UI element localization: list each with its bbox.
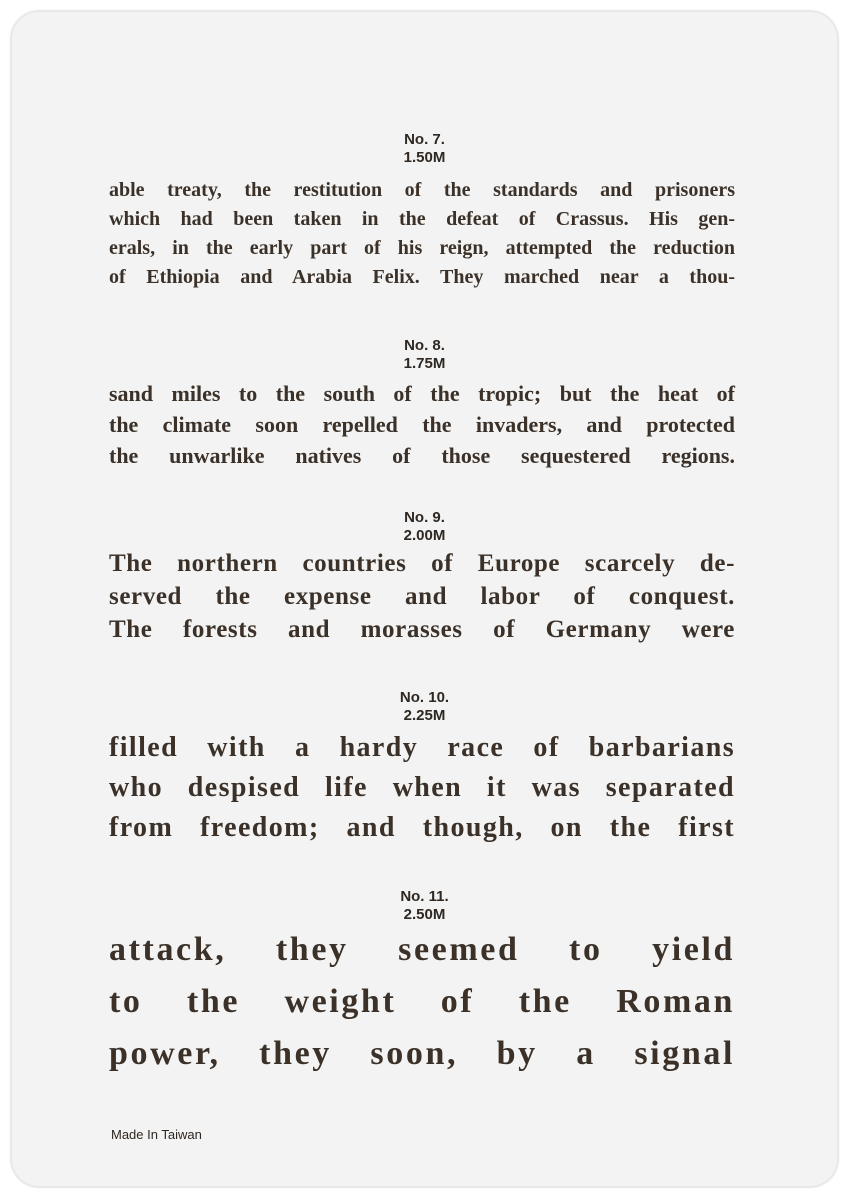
text-line: the unwarlike natives of those sequestered regions. (109, 443, 735, 468)
text-line: filled with a hardy race of barbarians (109, 732, 735, 763)
manufacturer-note: Made In Taiwan (111, 1127, 202, 1142)
text-line: able treaty, the restitution of the standards and prisoners (109, 179, 735, 201)
section-7-text (109, 176, 735, 292)
section-8-text (109, 378, 735, 471)
section-11-heading (0, 888, 849, 924)
text-line: sand miles to the south of the tropic; but the heat of (109, 381, 735, 406)
text-line: of Ethiopia and Arabia Felix. They marched near a thou- (109, 266, 735, 288)
section-7-heading (0, 131, 849, 167)
text-line: served the expense and labor of conquest. (109, 583, 735, 610)
section-10-size: 2.25M (403, 707, 446, 724)
text-line: to the weight of the Roman (109, 983, 735, 1020)
text-line: attack, they seemed to yield (109, 931, 735, 968)
section-9-number: No. 9. (404, 509, 445, 526)
section-8-size: 1.75M (403, 355, 446, 372)
text-line: who despised life when it was separated (109, 772, 735, 803)
section-7-size: 1.50M (403, 149, 446, 166)
text-line: erals, in the early part of his reign, attempted the reduction (109, 237, 735, 259)
text-line: from freedom; and though, on the first (109, 812, 735, 843)
text-line: which had been taken in the defeat of Crassus. His gen- (109, 208, 735, 230)
section-8-heading (0, 337, 849, 373)
section-10-heading (0, 689, 849, 725)
section-10-number: No. 10. (399, 689, 450, 706)
section-10-text (109, 728, 735, 848)
section-7-number: No. 7. (404, 131, 445, 148)
text-line: The northern countries of Europe scarcely de- (109, 550, 735, 577)
section-9-size: 2.00M (403, 527, 446, 544)
section-11-size: 2.50M (403, 906, 446, 923)
section-11-text (109, 924, 735, 1080)
section-8-number: No. 8. (404, 337, 445, 354)
text-line: the climate soon repelled the invaders, and protected (109, 412, 735, 437)
section-11-number: No. 11. (400, 888, 449, 905)
text-line: The forests and morasses of Germany were (109, 616, 735, 643)
section-9-text (109, 547, 735, 646)
section-9-heading (0, 509, 849, 545)
text-line: power, they soon, by a signal (109, 1035, 735, 1072)
